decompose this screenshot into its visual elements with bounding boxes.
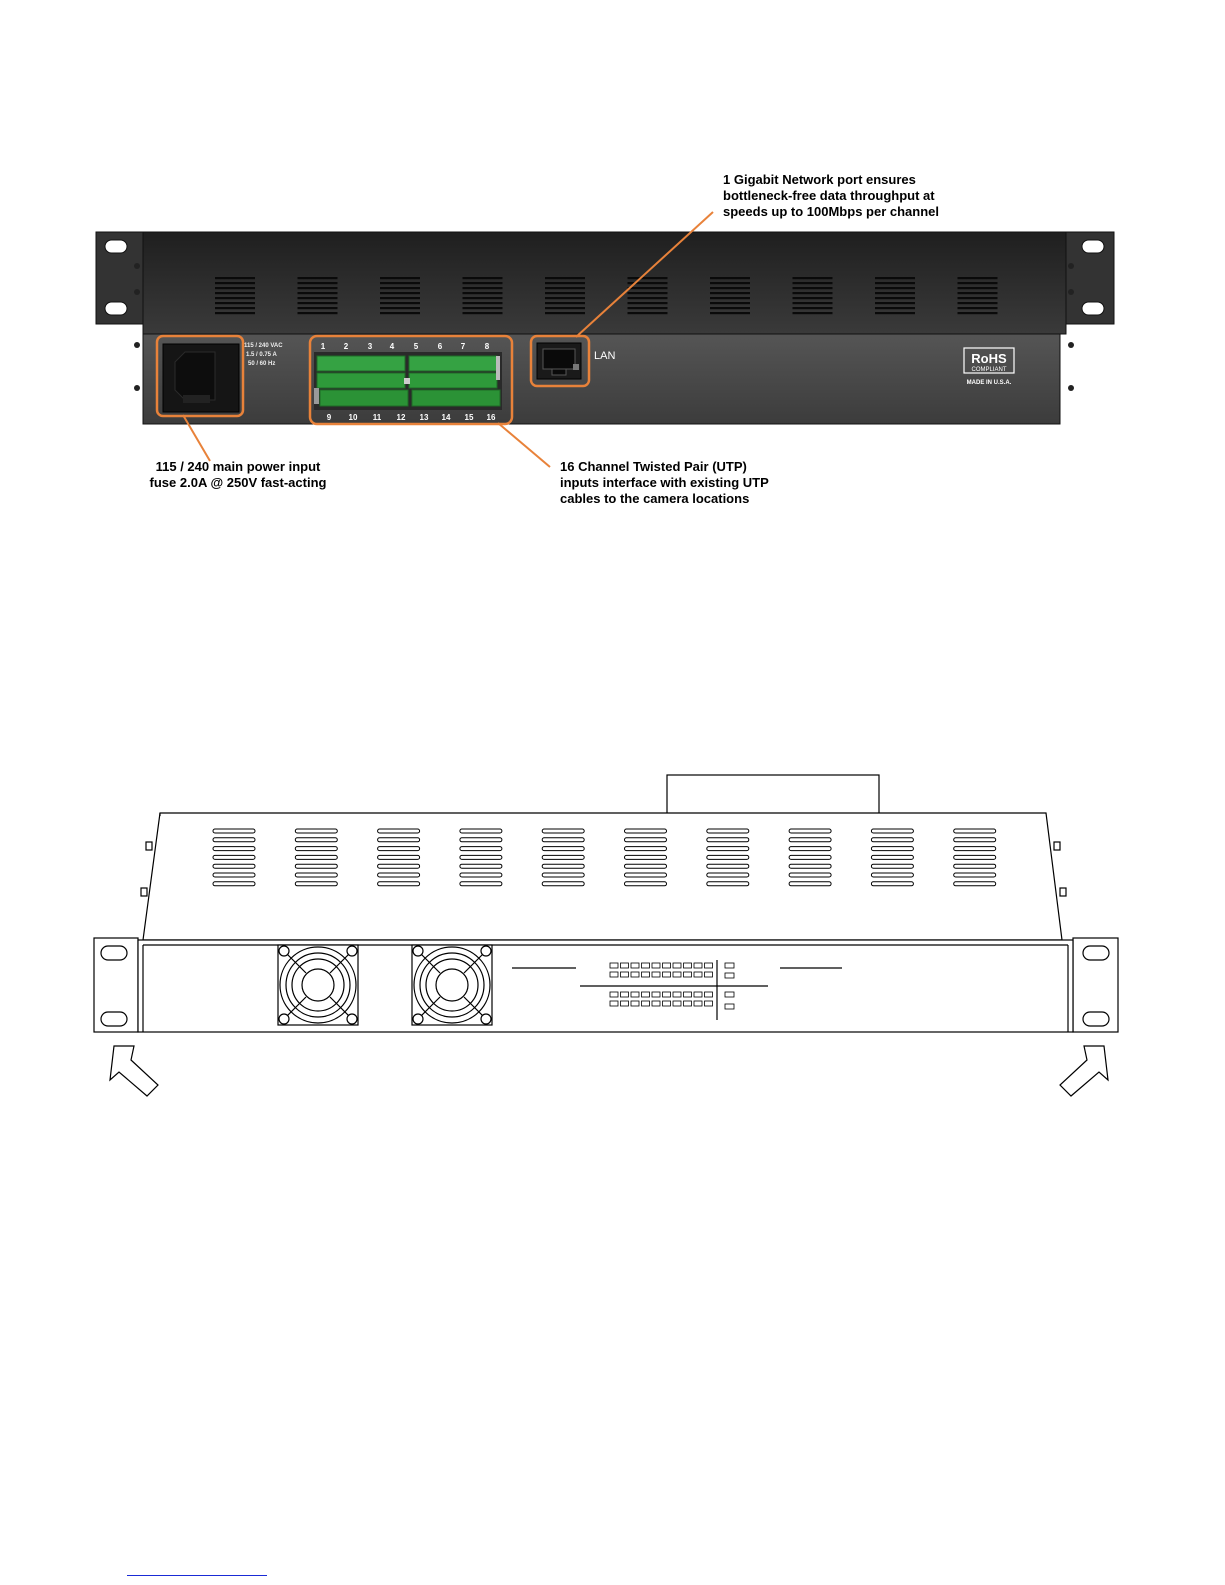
- lan-port: [537, 343, 581, 379]
- channel-label-3: 3: [367, 342, 373, 351]
- channel-label-1: 1: [320, 342, 326, 351]
- channel-label-5: 5: [413, 342, 419, 351]
- channel-label-11: 11: [372, 413, 382, 422]
- left-rack-ear: [96, 232, 144, 324]
- channel-label-2: 2: [343, 342, 349, 351]
- callout-power-input: 115 / 240 main power input fuse 2.0A @ 250V fast-acting: [149, 459, 327, 490]
- utp-terminal-block: [314, 352, 502, 410]
- channel-label-6: 6: [437, 342, 443, 351]
- channel-label-14: 14: [441, 413, 451, 422]
- power-inlet: [163, 344, 239, 412]
- lid-vent-group: [295, 829, 337, 886]
- made-in-text: MADE IN U.S.A.: [966, 380, 1012, 386]
- channel-label-9: 9: [326, 413, 332, 422]
- rohs-badge: [964, 348, 1014, 373]
- channel-label-7: 7: [460, 342, 466, 351]
- rear-panel-figure: [96, 212, 1114, 467]
- lid-vent-group: [213, 829, 255, 886]
- lid-vent-group: [707, 829, 749, 886]
- footer-link-underline[interactable]: [127, 1575, 267, 1576]
- channel-label-4: 4: [389, 342, 395, 351]
- rohs-compliant-text: COMPLIANT: [971, 367, 1007, 373]
- fan-icon: [278, 945, 358, 1025]
- channel-label-12: 12: [396, 413, 406, 422]
- left-rack-ear-outline: [94, 938, 138, 1032]
- channel-label-16: 16: [486, 413, 496, 422]
- power-rating-line-3: 50 / 60 Hz: [248, 361, 276, 367]
- lid-vent-group: [954, 829, 996, 886]
- lid-vent-group: [460, 829, 502, 886]
- right-rack-ear-outline: [1073, 938, 1118, 1032]
- front-view-figure: [94, 775, 1118, 1096]
- rohs-text: RoHS: [971, 351, 1007, 366]
- callout-utp-inputs: 16 Channel Twisted Pair (UTP) inputs interface with existing UTP cables to the camera locations: [560, 459, 769, 506]
- right-rack-ear: [1066, 232, 1114, 324]
- lid-vent-group: [378, 829, 420, 886]
- lid-vent-group: [789, 829, 831, 886]
- channel-label-8: 8: [484, 342, 490, 351]
- power-rating-line-1: 115 / 240 VAC: [244, 343, 283, 349]
- channel-label-15: 15: [464, 413, 474, 422]
- mounting-arrow-left: [110, 1046, 158, 1096]
- power-rating-line-2: 1.5 / 0.75 A: [246, 352, 277, 358]
- callout-network-port: 1 Gigabit Network port ensures bottleneck-free data throughput at speeds up to 100Mbps per channel: [723, 172, 939, 219]
- lid-vent-group: [625, 829, 667, 886]
- lid-vent-group: [871, 829, 913, 886]
- channel-label-10: 10: [348, 413, 358, 422]
- channel-label-13: 13: [419, 413, 429, 422]
- mounting-arrow-right: [1060, 1046, 1108, 1096]
- fan-icon: [412, 945, 492, 1025]
- lid-vent-group: [542, 829, 584, 886]
- chassis-top-lid: [143, 813, 1062, 940]
- lan-label: LAN: [594, 350, 616, 362]
- chassis-lid: [143, 232, 1066, 334]
